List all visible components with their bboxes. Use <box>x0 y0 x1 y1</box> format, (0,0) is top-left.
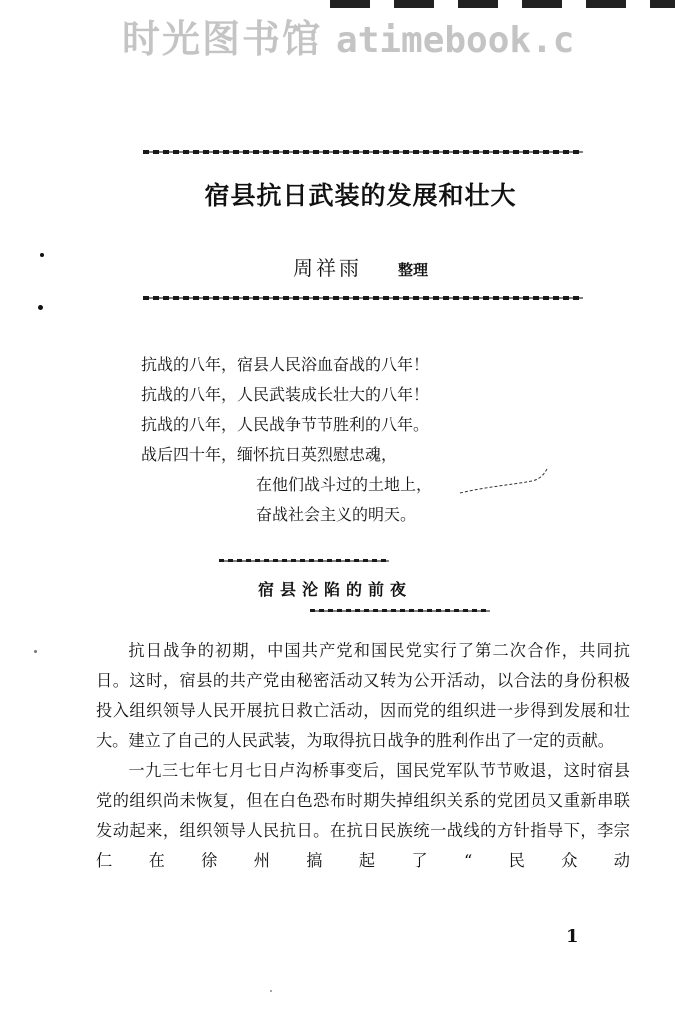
body-paragraph: 一九三七年七月七日卢沟桥事变后，国民党军队节节败退，这时宿县党的组织尚未恢复，但在白色恐布时期失掉组织关系的党团员又重新串联发动起来，组织领导人民抗日。在抗日民族统一战线的方针指导下，李宗仁在徐州搞起了“民众动 <box>96 761 630 870</box>
poem-line: 抗战的八年，宿县人民浴血奋战的八年！ <box>141 355 430 374</box>
poem-line: 战后四十年，缅怀抗日英烈慰忠魂， <box>141 445 398 464</box>
margin-speck <box>40 253 44 257</box>
watermark-cjk: 时光图书馆 <box>122 17 323 61</box>
poem-line: 抗战的八年，人民战争节节胜利的八年。 <box>141 415 430 434</box>
article-title: 宿县抗日武装的发展和壮大 <box>204 181 517 210</box>
pen-stroke <box>440 455 560 515</box>
margin-speck <box>34 650 37 653</box>
body-paragraph: 抗日战争的初期，中国共产党和国民党实行了第二次合作，共同抗日。这时，宿县的共产党由秘密活动又转为公开活动，以合法的身份积极投入组织领导人民开展抗日救亡活动，因而党的组织进一步得到发展和壮大。建立了自己的人民武装，为取得抗日战争的胜利作出了一定的贡献。 <box>96 641 630 750</box>
poem-line: 在他们战斗过的土地上， <box>256 475 433 494</box>
author-role: 整理 <box>398 261 429 279</box>
title-rule-top <box>143 150 583 154</box>
watermark-latin: atimebook.c <box>336 20 575 61</box>
section-title: 宿县沦陷的前夜 <box>258 580 413 599</box>
poem <box>141 350 432 530</box>
poem-line: 奋战社会主义的明天。 <box>256 505 417 524</box>
page-number: 1 <box>566 926 579 947</box>
top-edge-dashes <box>330 0 675 8</box>
margin-speck <box>38 305 43 310</box>
section-rule-bottom <box>310 609 490 612</box>
body-text <box>96 636 630 876</box>
title-rule-bottom <box>143 296 583 300</box>
margin-speck <box>270 990 272 992</box>
author: 周祥雨 <box>293 256 362 280</box>
section-rule-top <box>219 559 389 562</box>
poem-line: 抗战的八年，人民武装成长壮大的八年！ <box>141 385 430 404</box>
watermark <box>122 8 574 63</box>
